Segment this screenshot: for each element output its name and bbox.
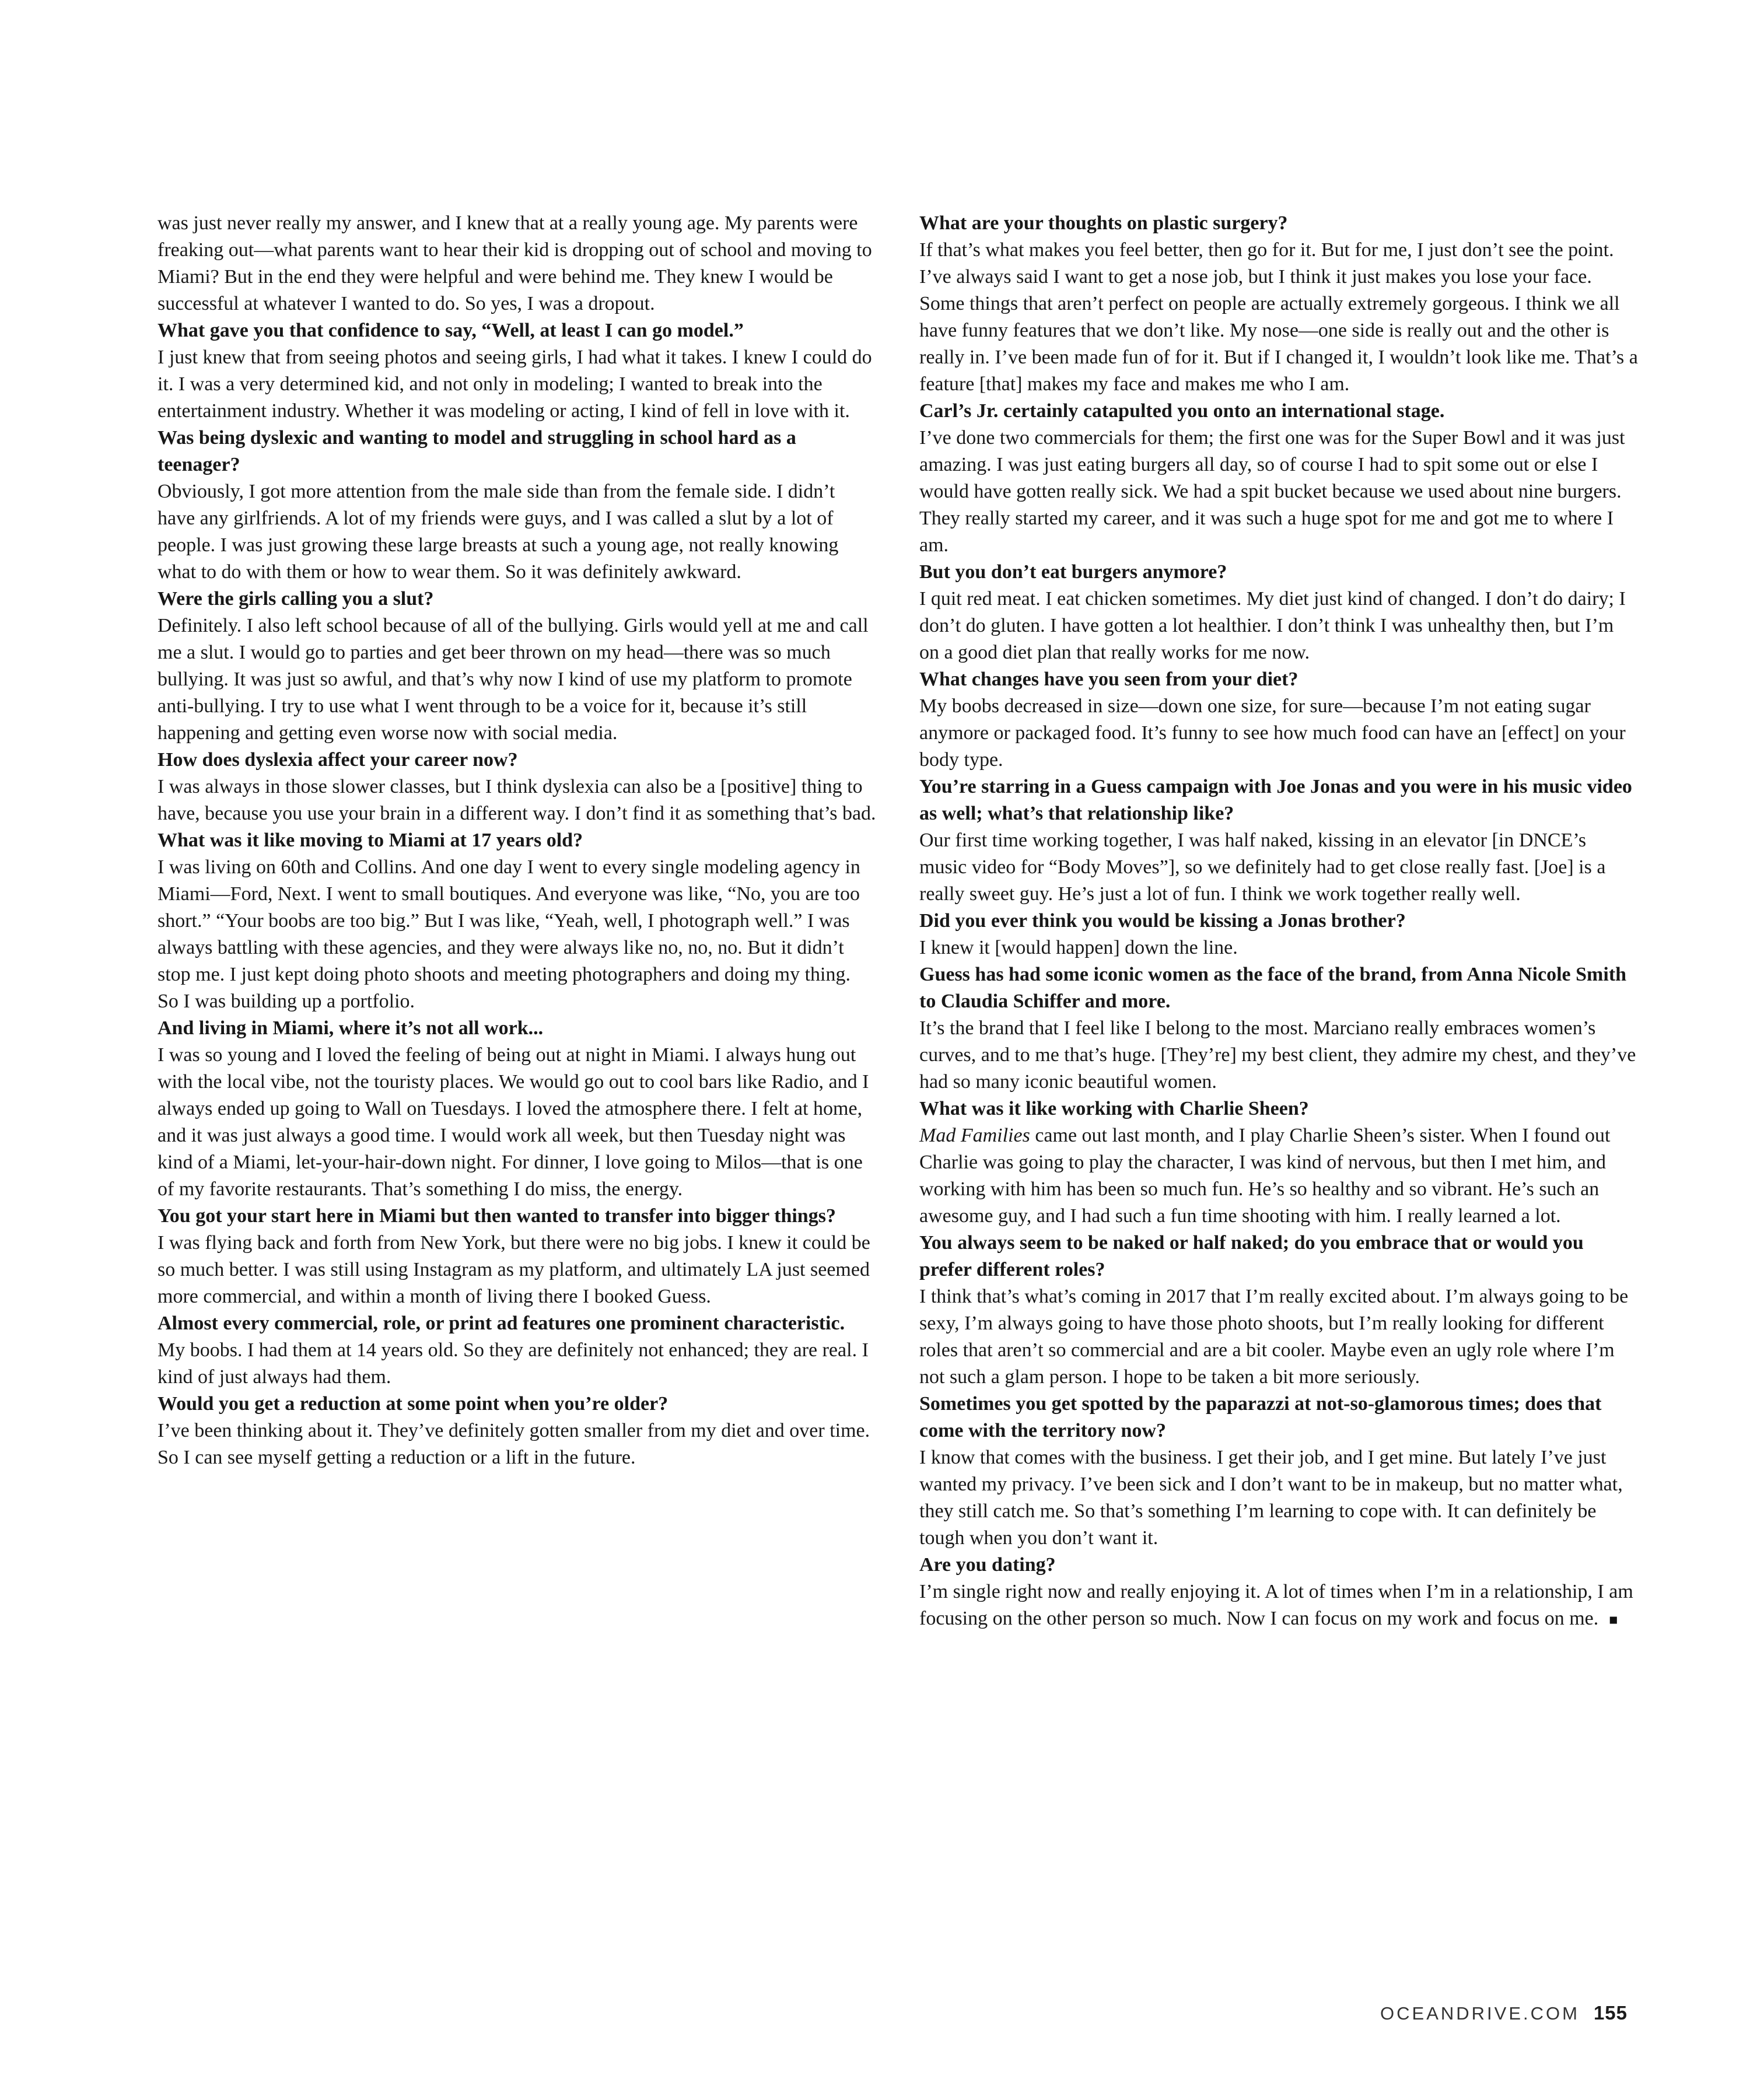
interview-answer: Obviously, I got more attention from the male side than from the female side. I didn’t have any girlfriends. A lot of my friends were guys, and I was called a slut by a lot of people. I was just growing these large breasts at such a young age, not really knowing what to do with them or how to wear them. So it was definitely awkward. bbox=[158, 481, 839, 583]
footer-page-number: 155 bbox=[1593, 2002, 1628, 2024]
interview-answer: I knew it [would happen] down the line. bbox=[919, 937, 1238, 958]
article-end-mark: ■ bbox=[1609, 1612, 1618, 1628]
interview-question: Would you get a reduction at some point when you’re older? bbox=[158, 1393, 668, 1415]
interview-answer: I’ve done two commercials for them; the first one was for the Super Bowl and it was just amazing. I was just eating burgers all day, so of course I had to spit some out or else I would have gotten really sick. We had a spit bucket because we used about nine burgers. They really started my career, and it was such a huge spot for me and got me to where I am. bbox=[919, 427, 1625, 556]
interview-answer: I just knew that from seeing photos and seeing girls, I had what it takes. I knew I could do it. I was a very determined kid, and not only in modeling; I wanted to break into the entertainment industry. Whether it was modeling or acting, I kind of fell in love with it. bbox=[158, 346, 872, 422]
interview-question: Was being dyslexic and wanting to model and struggling in school hard as a teenager? bbox=[158, 427, 796, 475]
interview-question: You got your start here in Miami but then wanted to transfer into bigger things? bbox=[158, 1205, 836, 1227]
interview-answer: I was so young and I loved the feeling of being out at night in Miami. I always hung out with the local vibe, not the touristy places. We would go out to cool bars like Radio, and I always ended up going to Wall on Tuesdays. I loved the atmosphere there. I felt at home, and it was just always a good time. I would work all week, but then Tuesday night was kind of a Miami, let-your-hair-down night. For dinner, I love going to Milos—that is one of my favorite restaurants. That’s something I do miss, the energy. bbox=[158, 1044, 869, 1200]
interview-question: And living in Miami, where it’s not all work... bbox=[158, 1017, 544, 1039]
interview-question: What was it like moving to Miami at 17 years old? bbox=[158, 830, 583, 851]
interview-answer: I was always in those slower classes, but I think dyslexia can also be a [positive] thing to have, because you use your brain in a different way. I don’t find it as something that’s bad. bbox=[158, 776, 876, 824]
interview-question: What gave you that confidence to say, “Well, at least I can go model.” bbox=[158, 320, 744, 341]
interview-question: Are you dating? bbox=[919, 1554, 1056, 1576]
interview-question: Sometimes you get spotted by the paparazzi at not-so-glamorous times; does that come with the territory now? bbox=[919, 1393, 1602, 1441]
interview-answer: I was flying back and forth from New York, but there were no big jobs. I knew it could be so much better. I was still using Instagram as my platform, and ultimately LA just seemed more commercial, and within a month of living there I booked Guess. bbox=[158, 1232, 870, 1307]
interview-answer: I quit red meat. I eat chicken sometimes. My diet just kind of changed. I don’t do dairy; I don’t do gluten. I have gotten a lot healthier. I don’t think I was unhealthy then, but I’m on a good diet plan that really works for me now. bbox=[919, 588, 1626, 663]
interview-question: Did you ever think you would be kissing a Jonas brother? bbox=[919, 910, 1406, 932]
interview-question: What was it like working with Charlie Sheen? bbox=[919, 1098, 1309, 1119]
interview-answer: My boobs. I had them at 14 years old. So they are definitely not enhanced; they are real. I kind of just always had them. bbox=[158, 1339, 869, 1388]
interview-answer: My boobs decreased in size—down one size, for sure—because I’m not eating sugar anymore or packaged food. It’s funny to see how much food can have an [effect] on your body type. bbox=[919, 695, 1626, 771]
interview-answer: I’m single right now and really enjoying it. A lot of times when I’m in a relationship, I am focusing on the other person so much. Now I can focus on my work and focus on me. ■ bbox=[919, 1578, 1638, 1634]
interview-answer: I think that’s what’s coming in 2017 that I’m really excited about. I’m always going to be sexy, I’m always going to have those photo shoots, but I’m really looking for different roles that aren’t so commercial and are a bit cooler. Maybe even an ugly role where I’m not such a glam person. I hope to be taken a bit more seriously. bbox=[919, 1286, 1629, 1388]
interview-question: Guess has had some iconic women as the face of the brand, from Anna Nicole Smith to Claudia Schiffer and more. bbox=[919, 964, 1627, 1012]
interview-answer: I’ve been thinking about it. They’ve definitely gotten smaller from my diet and over time. So I can see myself getting a reduction or a lift in the future. bbox=[158, 1420, 870, 1468]
page-footer bbox=[1380, 2002, 1628, 2024]
interview-question: How does dyslexia affect your career now? bbox=[158, 749, 518, 771]
interview-question: What changes have you seen from your diet? bbox=[919, 668, 1298, 690]
interview-right-column bbox=[919, 210, 1638, 1634]
interview-answer: I was living on 60th and Collins. And one day I went to every single modeling agency in Miami—Ford, Next. I went to small boutiques. And everyone was like, “No, you are too short.” “Your boobs are too big.” But I was like, “Yeah, well, I photograph well.” I was always battling with these agencies, and they were always like no, no, no. But it didn’t stop me. I just kept doing photo shoots and meeting photographers and doing my thing. So I was building up a portfolio. bbox=[158, 856, 860, 1012]
interview-answer: Our first time working together, I was half naked, kissing in an elevator [in DNCE’s music video for “Body Moves”], so we definitely had to get close really fast. [Joe] is a really sweet guy. He’s just a lot of fun. I think we work together really well. bbox=[919, 830, 1606, 905]
interview-answer: was just never really my answer, and I knew that at a really young age. My parents were freaking out—what parents want to hear their kid is dropping out of school and moving to Miami? But in the end they were helpful and were behind me. They knew I would be successful at whatever I wanted to do. So yes, I was a dropout. bbox=[158, 212, 872, 314]
interview-question: What are your thoughts on plastic surgery? bbox=[919, 212, 1288, 234]
interview-left-column bbox=[158, 210, 876, 1471]
italic-work-title: Mad Families bbox=[919, 1125, 1030, 1146]
interview-question: You always seem to be naked or half naked; do you embrace that or would you prefer different roles? bbox=[919, 1232, 1584, 1280]
interview-question: Carl’s Jr. certainly catapulted you onto an international stage. bbox=[919, 400, 1445, 422]
interview-question: But you don’t eat burgers anymore? bbox=[919, 561, 1227, 583]
interview-question: Were the girls calling you a slut? bbox=[158, 588, 434, 610]
interview-answer: If that’s what makes you feel better, then go for it. But for me, I just don’t see the point. I’ve always said I want to get a nose job, but I think it just makes you lose your face. Some things that aren’t perfect on people are actually extremely gorgeous. I think we all have funny features that we don’t like. My nose—one side is really out and the other is really in. I’ve been made fun of for it. But if I changed it, I wouldn’t look like me. That’s a feature [that] makes my face and makes me who I am. bbox=[919, 239, 1638, 395]
interview-answer: It’s the brand that I feel like I belong to the most. Marciano really embraces women’s curves, and to me that’s huge. [They’re] my best client, they admire my chest, and they’ve had so many iconic beautiful women. bbox=[919, 1017, 1636, 1093]
footer-site-url: OCEANDRIVE.COM bbox=[1380, 2003, 1580, 2024]
interview-question: Almost every commercial, role, or print ad features one prominent characteristic. bbox=[158, 1312, 845, 1334]
interview-answer: Definitely. I also left school because of all of the bullying. Girls would yell at me and call me a slut. I would go to parties and get beer thrown on my head—there was so much bullying. It was just so awful, and that’s why now I kind of use my platform to promote anti-bullying. I try to use what I went through to be a voice for it, because it’s still happening and getting even worse now with social media. bbox=[158, 615, 869, 744]
interview-answer: I know that comes with the business. I get their job, and I get mine. But lately I’ve just wanted my privacy. I’ve been sick and I don’t want to be in makeup, but no matter what, they still catch me. So that’s something I’m learning to cope with. It can definitely be tough when you don’t want it. bbox=[919, 1447, 1623, 1549]
interview-answer: Mad Families came out last month, and I play Charlie Sheen’s sister. When I found out Charlie was going to play the character, I was kind of nervous, but then I met him, and working with him has been so much fun. He’s so healthy and so vibrant. He’s such an awesome guy, and I had such a fun time shooting with him. I really learned a lot. bbox=[919, 1125, 1611, 1227]
interview-question: You’re starring in a Guess campaign with Joe Jonas and you were in his music video as well; what’s that relationship like? bbox=[919, 776, 1632, 824]
